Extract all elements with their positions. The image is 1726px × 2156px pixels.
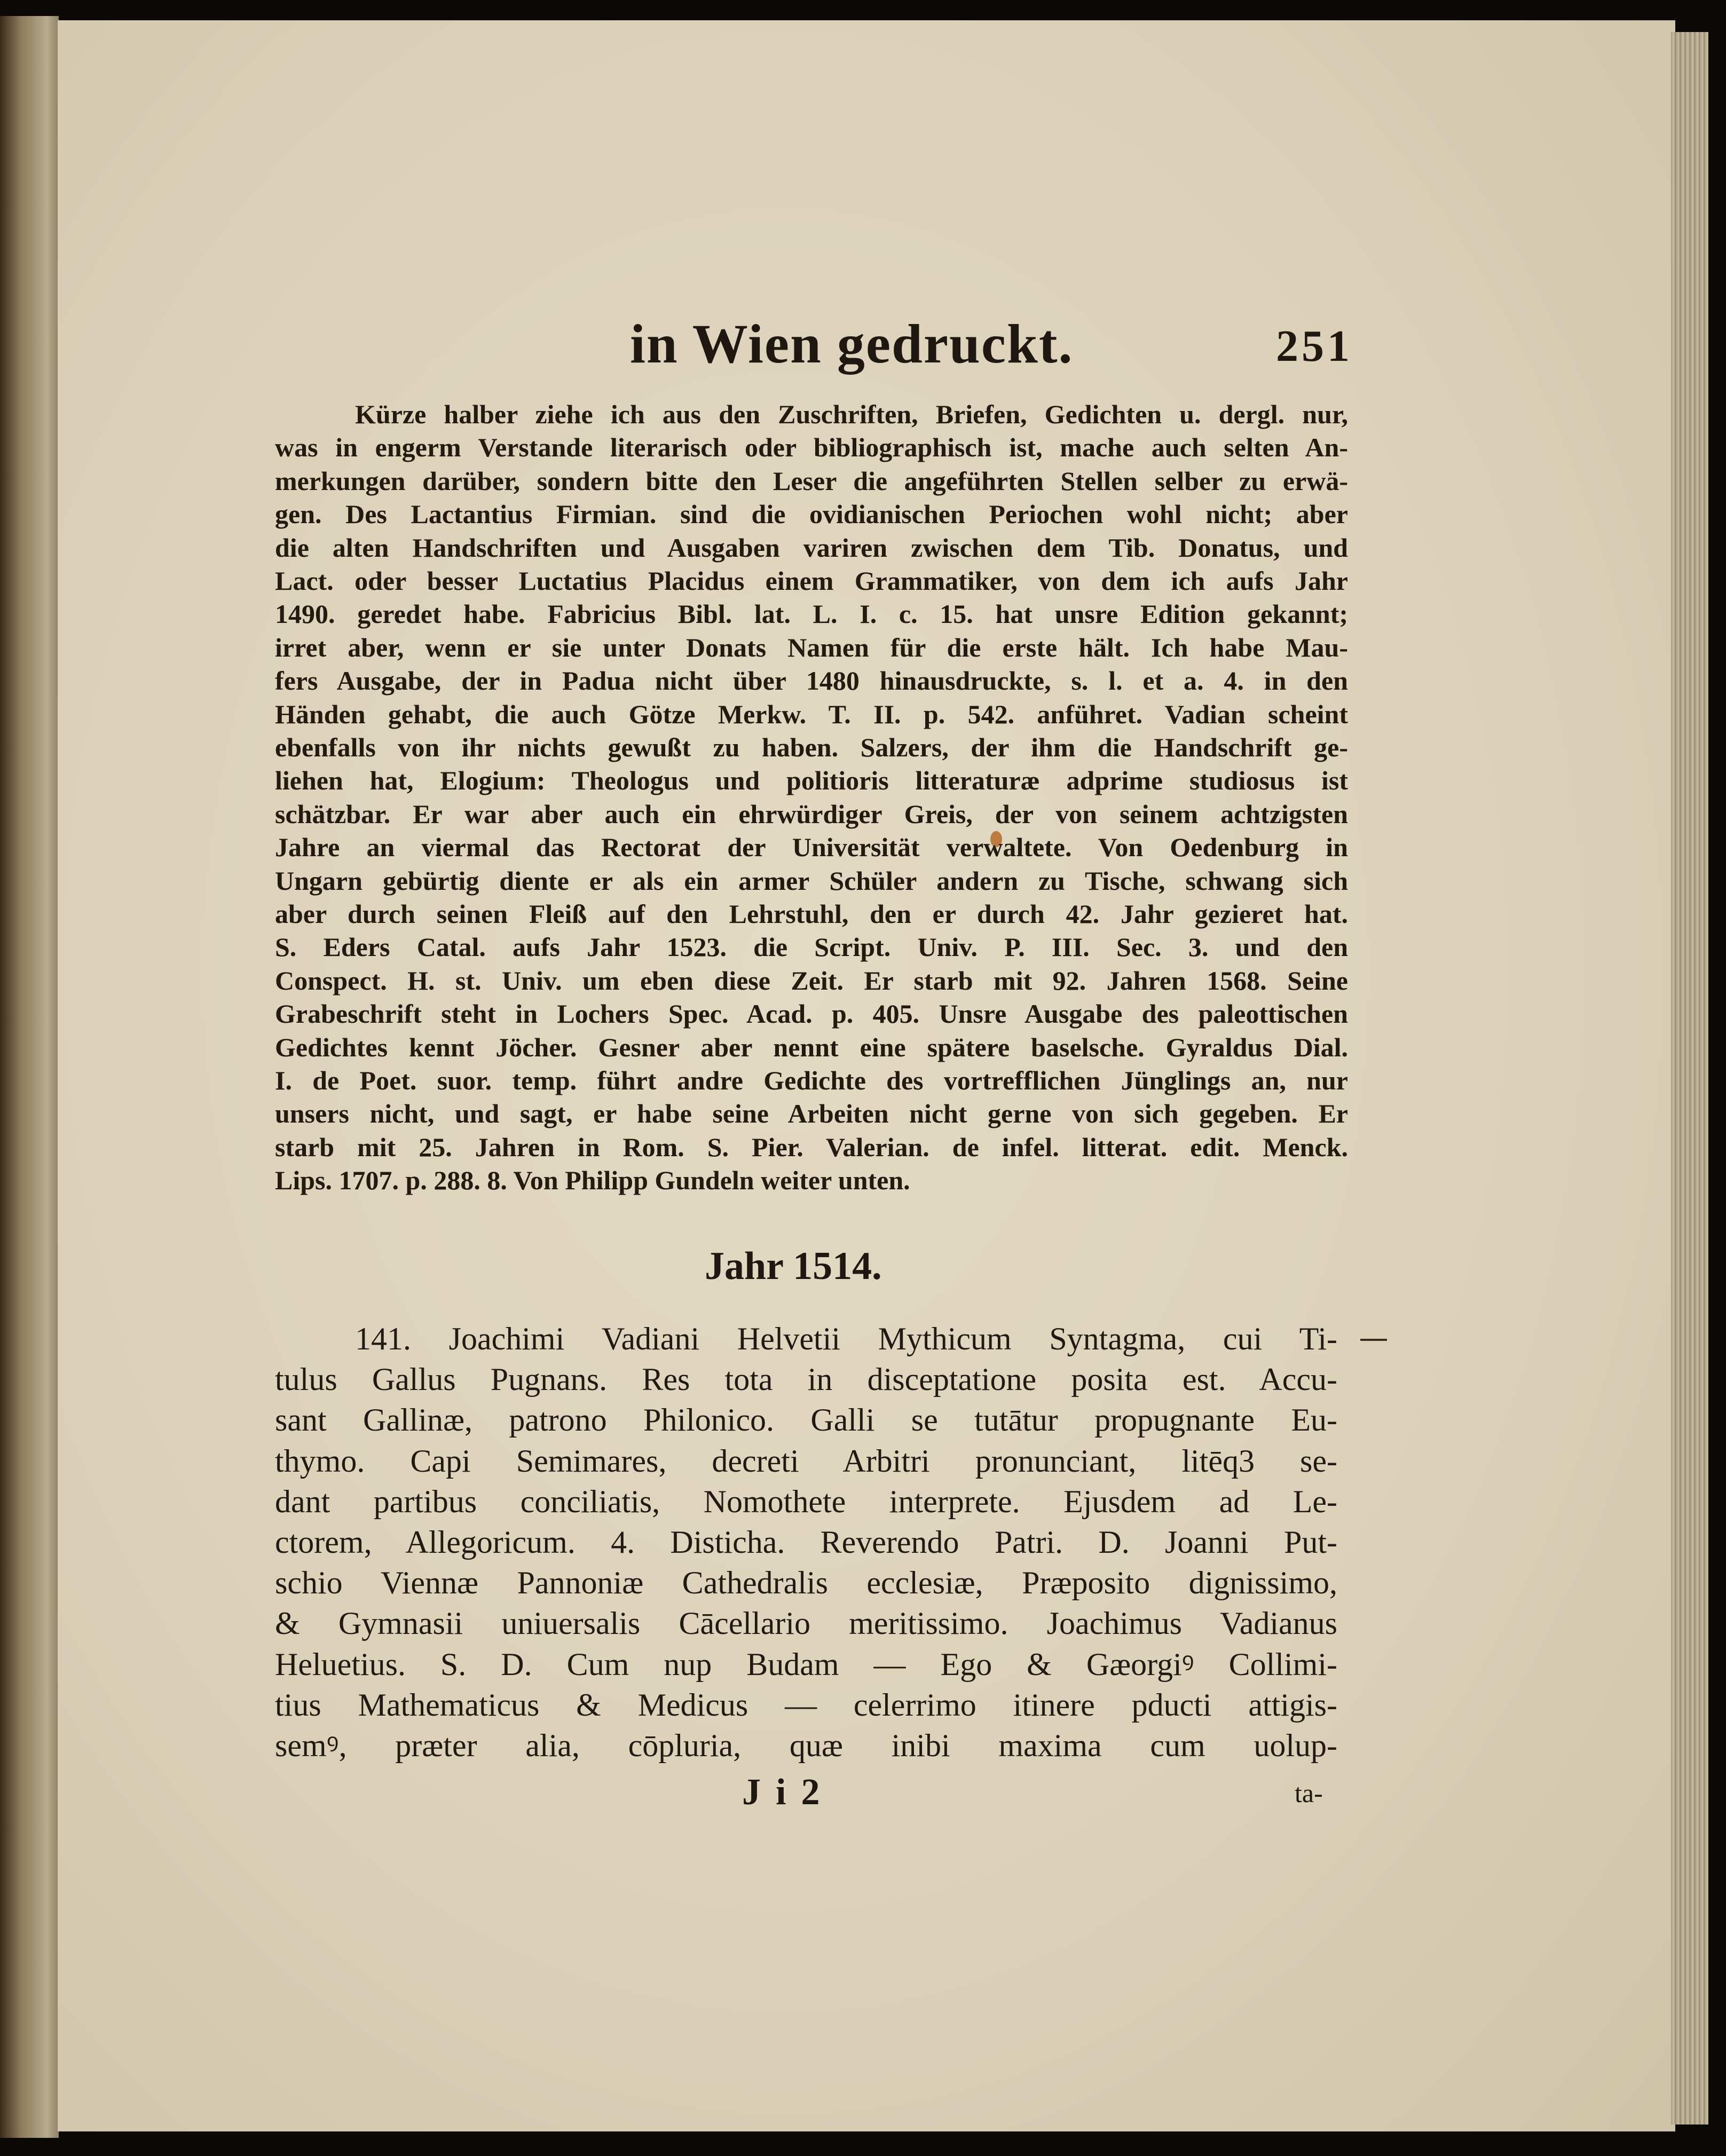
text-line: Heluetius. S. D. Cum nup Budam — Ego & Gæorgiꝰ Collimi- <box>275 1646 1337 1682</box>
text-line: Kürze halber ziehe ich aus den Zuschriften, Briefen, Gedichten u. dergl. nur, <box>355 399 1348 429</box>
text-line: was in engerm Verstande literarisch oder bibliographisch ist, mache auch selten An- <box>275 432 1348 463</box>
catchword: ta- <box>1295 1778 1323 1808</box>
text-line: dant partibus conciliatis, Nomothete interprete. Ejusdem ad Le- <box>275 1483 1337 1519</box>
facing-page-edge <box>0 16 59 2138</box>
text-line: 1490. geredet habe. Fabricius Bibl. lat. L. I. c. 15. hat unsre Edition gekannt; <box>275 599 1348 629</box>
text-line: Jahre an viermal das Rectorat der Universität verwaltete. Von Oedenburg in <box>275 832 1348 863</box>
text-line: schio Viennæ Pannoniæ Cathedralis ecclesiæ, Præposito dignissimo, <box>275 1565 1337 1601</box>
text-line: ctorem, Allegoricum. 4. Disticha. Reverendo Patri. D. Joanni Put- <box>275 1525 1337 1560</box>
text-line: Lact. oder besser Luctatius Placidus einem Grammatiker, von dem ich aufs Jahr <box>275 566 1348 596</box>
running-title: in Wien gedruckt. <box>630 313 1074 375</box>
text-line: Conspect. H. st. Univ. um eben diese Zeit. Er starb mit 92. Jahren 1568. Seine <box>275 965 1348 996</box>
section-heading: Jahr 1514. <box>705 1244 882 1288</box>
text-line: Händen gehabt, die auch Götze Merkw. T. II. p. 542. anführet. Vadian scheint <box>275 699 1348 729</box>
text-line: tius Mathematicus & Medicus — celerrimo itinere pducti attigis- <box>275 1687 1337 1723</box>
text-line: aber durch seinen Fleiß auf den Lehrstuhl, den er durch 42. Jahr gezieret hat. <box>275 899 1348 929</box>
text-line: merkungen darüber, sondern bitte den Leser die angeführten Stellen selber zu erwä- <box>275 465 1348 496</box>
page-number: 251 <box>1276 321 1353 371</box>
text-line: tulus Gallus Pugnans. Res tota in disceptatione posita est. Accu- <box>275 1362 1337 1397</box>
text-line: starb mit 25. Jahren in Rom. S. Pier. Valerian. de infel. litterat. edit. Menck. <box>275 1132 1348 1162</box>
signature-mark: Ji2 <box>742 1772 835 1813</box>
text-line: & Gymnasii uniuersalis Cācellario meritissimo. Joachimus Vadianus <box>275 1606 1337 1641</box>
text-line: fers Ausgabe, der in Padua nicht über 1480 hinausdruckte, s. l. et a. 4. in den <box>275 666 1348 696</box>
text-line: gen. Des Lactantius Firmian. sind die ovidianischen Periochen wohl nicht; aber <box>275 499 1348 530</box>
text-line: Gedichtes kennt Jöcher. Gesner aber nennt eine spätere baselsche. Gyraldus Dial. <box>275 1032 1348 1062</box>
text-line: schätzbar. Er war aber auch ein ehrwürdiger Greis, der von seinem achtzigsten <box>275 799 1348 829</box>
text-line: I. de Poet. suor. temp. führt andre Gedichte des vortrefflichen Jünglings an, nur <box>275 1065 1348 1095</box>
page-stack-edges <box>1671 32 1708 2125</box>
text-line: S. Eders Catal. aufs Jahr 1523. die Script. Univ. P. III. Sec. 3. und den <box>275 932 1348 962</box>
text-line: semꝰ, præter alia, cōpluria, quæ inibi maxima cum uolup- <box>275 1728 1337 1763</box>
text-line: unsers nicht, und sagt, er habe seine Arbeiten nicht gerne von sich gegeben. Er <box>275 1099 1348 1129</box>
text-line: die alten Handschriften und Ausgaben variren zwischen dem Tib. Donatus, und <box>275 532 1348 563</box>
text-line: Grabeschrift steht in Lochers Spec. Acad. p. 405. Unsre Ausgabe des paleottischen <box>275 999 1348 1029</box>
text-line: sant Gallinæ, patrono Philonico. Galli se tutātur propugnante Eu- <box>275 1402 1337 1438</box>
text-line: thymo. Capi Semimares, decreti Arbitri pronunciant, litēq3 se- <box>275 1443 1337 1479</box>
text-line: liehen hat, Elogium: Theologus und politioris litteraturæ adprime studiosus ist <box>275 765 1348 796</box>
text-line: irret aber, wenn er sie unter Donats Namen für die erste hält. Ich habe Mau- <box>275 632 1348 662</box>
text-line: Lips. 1707. p. 288. 8. Von Philipp Gundeln weiter unten. <box>275 1165 910 1196</box>
text-line: 141. Joachimi Vadiani Helvetii Mythicum Syntagma, cui Ti- <box>355 1321 1337 1356</box>
text-line: Ungarn gebürtig diente er als ein armer Schüler andern zu Tische, schwang sich <box>275 865 1348 896</box>
margin-mark <box>1360 1339 1387 1341</box>
text-line: ebenfalls von ihr nichts gewußt zu haben. Salzers, der ihm die Handschrift ge- <box>275 732 1348 762</box>
